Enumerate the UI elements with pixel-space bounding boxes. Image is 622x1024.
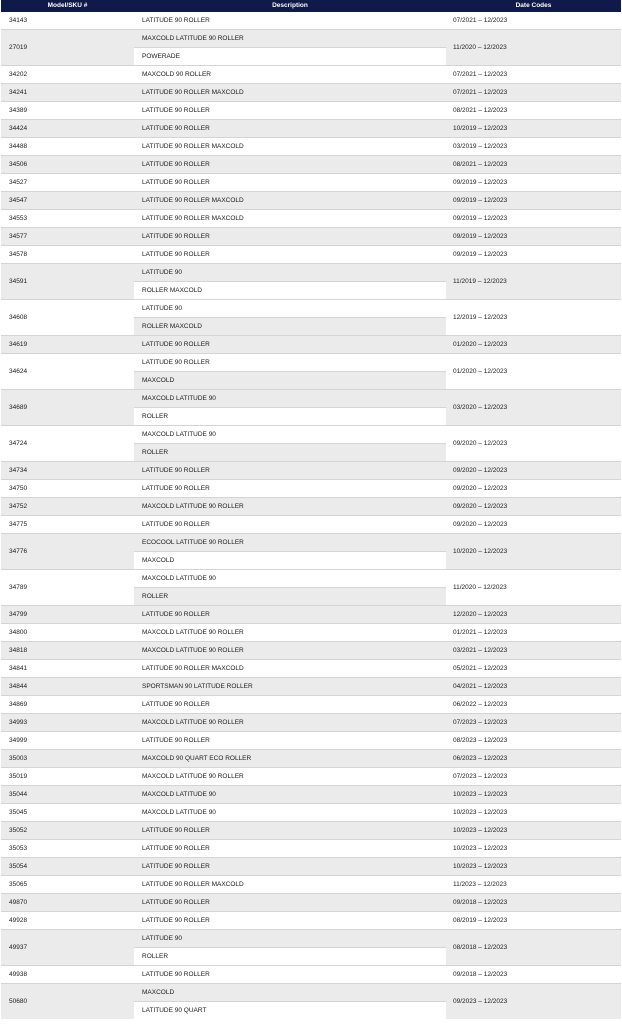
description-cell: LATITUDE 90 ROLLER — [134, 246, 446, 264]
sku-cell: 34488 — [1, 138, 134, 156]
description-cell: MAXCOLD LATITUDE 90 ROLLER — [134, 768, 446, 786]
table-row — [1, 768, 621, 786]
table-row — [1, 570, 621, 588]
description-cell: LATITUDE 90 ROLLER MAXCOLD — [134, 210, 446, 228]
date-codes-cell: 07/2021 – 12/2023 — [446, 84, 621, 102]
table-row — [1, 426, 621, 444]
description-cell: LATITUDE 90 ROLLER — [134, 462, 446, 480]
date-codes-cell: 09/2020 – 12/2023 — [446, 462, 621, 480]
sku-cell: 34789 — [1, 570, 134, 606]
sku-cell: 34734 — [1, 462, 134, 480]
description-cell: LATITUDE 90 ROLLER — [134, 696, 446, 714]
table-row — [1, 300, 621, 318]
table-row — [1, 732, 621, 750]
description-cell: ROLLER — [134, 444, 446, 462]
description-cell: MAXCOLD LATITUDE 90 ROLLER — [134, 30, 446, 48]
description-cell: SPORTSMAN 90 LATITUDE ROLLER — [134, 678, 446, 696]
sku-cell: 34591 — [1, 264, 134, 300]
sku-cell: 34608 — [1, 300, 134, 336]
sku-cell: 34424 — [1, 120, 134, 138]
description-cell: MAXCOLD 90 QUART ECO ROLLER — [134, 750, 446, 768]
sku-cell: 34724 — [1, 426, 134, 462]
table-row — [1, 804, 621, 822]
date-codes-cell: 07/2021 – 12/2023 — [446, 66, 621, 84]
table-row — [1, 696, 621, 714]
table-row — [1, 84, 621, 102]
date-codes-cell: 09/2020 – 12/2023 — [446, 426, 621, 462]
date-codes-cell: 09/2019 – 12/2023 — [446, 228, 621, 246]
description-cell: LATITUDE 90 ROLLER — [134, 732, 446, 750]
sku-cell: 34999 — [1, 732, 134, 750]
sku-cell: 34143 — [1, 12, 134, 30]
date-codes-cell: 09/2020 – 12/2023 — [446, 516, 621, 534]
table-row — [1, 246, 621, 264]
recall-table — [1, 0, 621, 1019]
date-codes-cell: 10/2023 – 12/2023 — [446, 840, 621, 858]
date-codes-cell: 08/2021 – 12/2023 — [446, 102, 621, 120]
date-codes-cell: 10/2023 – 12/2023 — [446, 804, 621, 822]
sku-cell: 34844 — [1, 678, 134, 696]
description-cell: LATITUDE 90 ROLLER — [134, 102, 446, 120]
description-cell: ROLLER MAXCOLD — [134, 318, 446, 336]
date-codes-cell: 06/2022 – 12/2023 — [446, 696, 621, 714]
description-cell: LATITUDE 90 ROLLER — [134, 336, 446, 354]
table-row — [1, 66, 621, 84]
description-cell: MAXCOLD — [134, 984, 446, 1002]
date-codes-cell: 03/2021 – 12/2023 — [446, 642, 621, 660]
table-row — [1, 138, 621, 156]
description-cell: ECOCOOL LATITUDE 90 ROLLER — [134, 534, 446, 552]
date-codes-cell: 06/2023 – 12/2023 — [446, 750, 621, 768]
table-row — [1, 858, 621, 876]
description-cell: LATITUDE 90 ROLLER — [134, 156, 446, 174]
sku-cell: 50680 — [1, 984, 134, 1020]
table-row — [1, 912, 621, 930]
description-cell: MAXCOLD LATITUDE 90 — [134, 390, 446, 408]
date-codes-cell: 10/2020 – 12/2023 — [446, 534, 621, 570]
table-row — [1, 624, 621, 642]
description-cell: MAXCOLD LATITUDE 90 — [134, 786, 446, 804]
table-row — [1, 984, 621, 1002]
description-cell: LATITUDE 90 ROLLER — [134, 120, 446, 138]
table-row — [1, 462, 621, 480]
table-row — [1, 30, 621, 48]
description-cell: LATITUDE 90 ROLLER — [134, 966, 446, 984]
description-cell: LATITUDE 90 ROLLER — [134, 912, 446, 930]
date-codes-cell: 08/2019 – 12/2023 — [446, 912, 621, 930]
sku-cell: 35052 — [1, 822, 134, 840]
sku-cell: 35053 — [1, 840, 134, 858]
date-codes-cell: 10/2023 – 12/2023 — [446, 822, 621, 840]
sku-cell: 34869 — [1, 696, 134, 714]
description-cell: MAXCOLD LATITUDE 90 ROLLER — [134, 714, 446, 732]
table-row — [1, 498, 621, 516]
description-cell: LATITUDE 90 — [134, 930, 446, 948]
sku-cell: 27019 — [1, 30, 134, 66]
date-codes-cell: 11/2020 – 12/2023 — [446, 570, 621, 606]
table-row — [1, 156, 621, 174]
description-cell: ROLLER — [134, 948, 446, 966]
date-codes-cell: 01/2021 – 12/2023 — [446, 624, 621, 642]
table-row — [1, 336, 621, 354]
table-row — [1, 750, 621, 768]
date-codes-cell: 05/2021 – 12/2023 — [446, 660, 621, 678]
sku-cell: 49938 — [1, 966, 134, 984]
date-codes-cell: 10/2019 – 12/2023 — [446, 120, 621, 138]
description-cell: LATITUDE 90 ROLLER — [134, 894, 446, 912]
date-codes-cell: 08/2018 – 12/2023 — [446, 930, 621, 966]
date-codes-cell: 09/2019 – 12/2023 — [446, 246, 621, 264]
sku-cell: 49937 — [1, 930, 134, 966]
table-row — [1, 210, 621, 228]
description-cell: LATITUDE 90 — [134, 300, 446, 318]
description-cell: ROLLER — [134, 408, 446, 426]
sku-cell: 35003 — [1, 750, 134, 768]
description-cell: LATITUDE 90 ROLLER — [134, 354, 446, 372]
table-row — [1, 264, 621, 282]
table-row — [1, 660, 621, 678]
table-row — [1, 876, 621, 894]
date-codes-cell: 12/2020 – 12/2023 — [446, 606, 621, 624]
description-cell: LATITUDE 90 ROLLER MAXCOLD — [134, 192, 446, 210]
table-header-row — [1, 0, 621, 12]
table-row — [1, 534, 621, 552]
description-cell: LATITUDE 90 ROLLER MAXCOLD — [134, 660, 446, 678]
description-cell: LATITUDE 90 ROLLER — [134, 480, 446, 498]
sku-cell: 34241 — [1, 84, 134, 102]
description-cell: ROLLER MAXCOLD — [134, 282, 446, 300]
description-cell: MAXCOLD — [134, 552, 446, 570]
description-cell: LATITUDE 90 — [134, 264, 446, 282]
table-row — [1, 894, 621, 912]
description-cell: LATITUDE 90 ROLLER — [134, 516, 446, 534]
date-codes-cell: 12/2019 – 12/2023 — [446, 300, 621, 336]
date-codes-cell: 03/2019 – 12/2023 — [446, 138, 621, 156]
sku-cell: 34818 — [1, 642, 134, 660]
date-codes-cell: 09/2023 – 12/2023 — [446, 984, 621, 1020]
sku-cell: 34506 — [1, 156, 134, 174]
table-row — [1, 228, 621, 246]
date-codes-cell: 10/2023 – 12/2023 — [446, 786, 621, 804]
date-codes-cell: 09/2020 – 12/2023 — [446, 480, 621, 498]
sku-cell: 34553 — [1, 210, 134, 228]
date-codes-cell: 01/2020 – 12/2023 — [446, 354, 621, 390]
sku-cell: 35065 — [1, 876, 134, 894]
date-codes-cell: 11/2020 – 12/2023 — [446, 30, 621, 66]
date-codes-cell: 11/2019 – 12/2023 — [446, 264, 621, 300]
table-row — [1, 606, 621, 624]
sku-cell: 34776 — [1, 534, 134, 570]
description-cell: LATITUDE 90 ROLLER — [134, 228, 446, 246]
table-row — [1, 840, 621, 858]
table-row — [1, 102, 621, 120]
column-header-description: Description — [134, 0, 446, 12]
sku-cell: 34841 — [1, 660, 134, 678]
column-header-date-codes: Date Codes — [446, 0, 621, 12]
description-cell: LATITUDE 90 ROLLER MAXCOLD — [134, 138, 446, 156]
table-row — [1, 12, 621, 30]
sku-cell: 35045 — [1, 804, 134, 822]
sku-cell: 34578 — [1, 246, 134, 264]
sku-cell: 34800 — [1, 624, 134, 642]
sku-cell: 34993 — [1, 714, 134, 732]
date-codes-cell: 09/2019 – 12/2023 — [446, 210, 621, 228]
sku-cell: 34389 — [1, 102, 134, 120]
table-row — [1, 930, 621, 948]
sku-cell: 34775 — [1, 516, 134, 534]
sku-cell: 34624 — [1, 354, 134, 390]
sku-cell: 34202 — [1, 66, 134, 84]
table-row — [1, 480, 621, 498]
description-cell: MAXCOLD 90 ROLLER — [134, 66, 446, 84]
description-cell: LATITUDE 90 ROLLER — [134, 12, 446, 30]
table-row — [1, 120, 621, 138]
sku-cell: 35019 — [1, 768, 134, 786]
description-cell: POWERADE — [134, 48, 446, 66]
date-codes-cell: 10/2023 – 12/2023 — [446, 858, 621, 876]
date-codes-cell: 08/2023 – 12/2023 — [446, 732, 621, 750]
description-cell: MAXCOLD LATITUDE 90 — [134, 570, 446, 588]
description-cell: MAXCOLD LATITUDE 90 ROLLER — [134, 498, 446, 516]
date-codes-cell: 03/2020 – 12/2023 — [446, 390, 621, 426]
sku-cell: 34619 — [1, 336, 134, 354]
description-cell: LATITUDE 90 ROLLER — [134, 858, 446, 876]
table-row — [1, 822, 621, 840]
table-row — [1, 354, 621, 372]
column-header-sku: Model/SKU # — [1, 0, 134, 12]
table-row — [1, 192, 621, 210]
sku-cell: 34689 — [1, 390, 134, 426]
date-codes-cell: 09/2019 – 12/2023 — [446, 192, 621, 210]
sku-cell: 34750 — [1, 480, 134, 498]
date-codes-cell: 09/2018 – 12/2023 — [446, 966, 621, 984]
description-cell: MAXCOLD — [134, 372, 446, 390]
description-cell: LATITUDE 90 ROLLER — [134, 606, 446, 624]
table-row — [1, 642, 621, 660]
date-codes-cell: 09/2019 – 12/2023 — [446, 174, 621, 192]
sku-cell: 34547 — [1, 192, 134, 210]
table-row — [1, 174, 621, 192]
description-cell: LATITUDE 90 ROLLER MAXCOLD — [134, 84, 446, 102]
description-cell: LATITUDE 90 ROLLER MAXCOLD — [134, 876, 446, 894]
date-codes-cell: 01/2020 – 12/2023 — [446, 336, 621, 354]
table-row — [1, 678, 621, 696]
description-cell: LATITUDE 90 ROLLER — [134, 840, 446, 858]
table-row — [1, 966, 621, 984]
description-cell: LATITUDE 90 ROLLER — [134, 174, 446, 192]
sku-cell: 49870 — [1, 894, 134, 912]
date-codes-cell: 09/2020 – 12/2023 — [446, 498, 621, 516]
sku-cell: 35044 — [1, 786, 134, 804]
description-cell: LATITUDE 90 ROLLER — [134, 822, 446, 840]
description-cell: MAXCOLD LATITUDE 90 ROLLER — [134, 624, 446, 642]
sku-cell: 34752 — [1, 498, 134, 516]
date-codes-cell: 11/2023 – 12/2023 — [446, 876, 621, 894]
date-codes-cell: 04/2021 – 12/2023 — [446, 678, 621, 696]
description-cell: MAXCOLD LATITUDE 90 ROLLER — [134, 642, 446, 660]
table-body — [1, 12, 621, 1019]
description-cell: MAXCOLD LATITUDE 90 — [134, 804, 446, 822]
date-codes-cell: 07/2021 – 12/2023 — [446, 12, 621, 30]
date-codes-cell: 08/2021 – 12/2023 — [446, 156, 621, 174]
description-cell: ROLLER — [134, 588, 446, 606]
description-cell: MAXCOLD LATITUDE 90 — [134, 426, 446, 444]
sku-cell: 34577 — [1, 228, 134, 246]
table-row — [1, 516, 621, 534]
date-codes-cell: 09/2018 – 12/2023 — [446, 894, 621, 912]
description-cell: LATITUDE 90 QUART — [134, 1002, 446, 1020]
date-codes-cell: 07/2023 – 12/2023 — [446, 768, 621, 786]
sku-cell: 34527 — [1, 174, 134, 192]
sku-cell: 34799 — [1, 606, 134, 624]
table-row — [1, 390, 621, 408]
sku-cell: 49928 — [1, 912, 134, 930]
sku-cell: 35054 — [1, 858, 134, 876]
table-row — [1, 786, 621, 804]
table-row — [1, 714, 621, 732]
date-codes-cell: 07/2023 – 12/2023 — [446, 714, 621, 732]
